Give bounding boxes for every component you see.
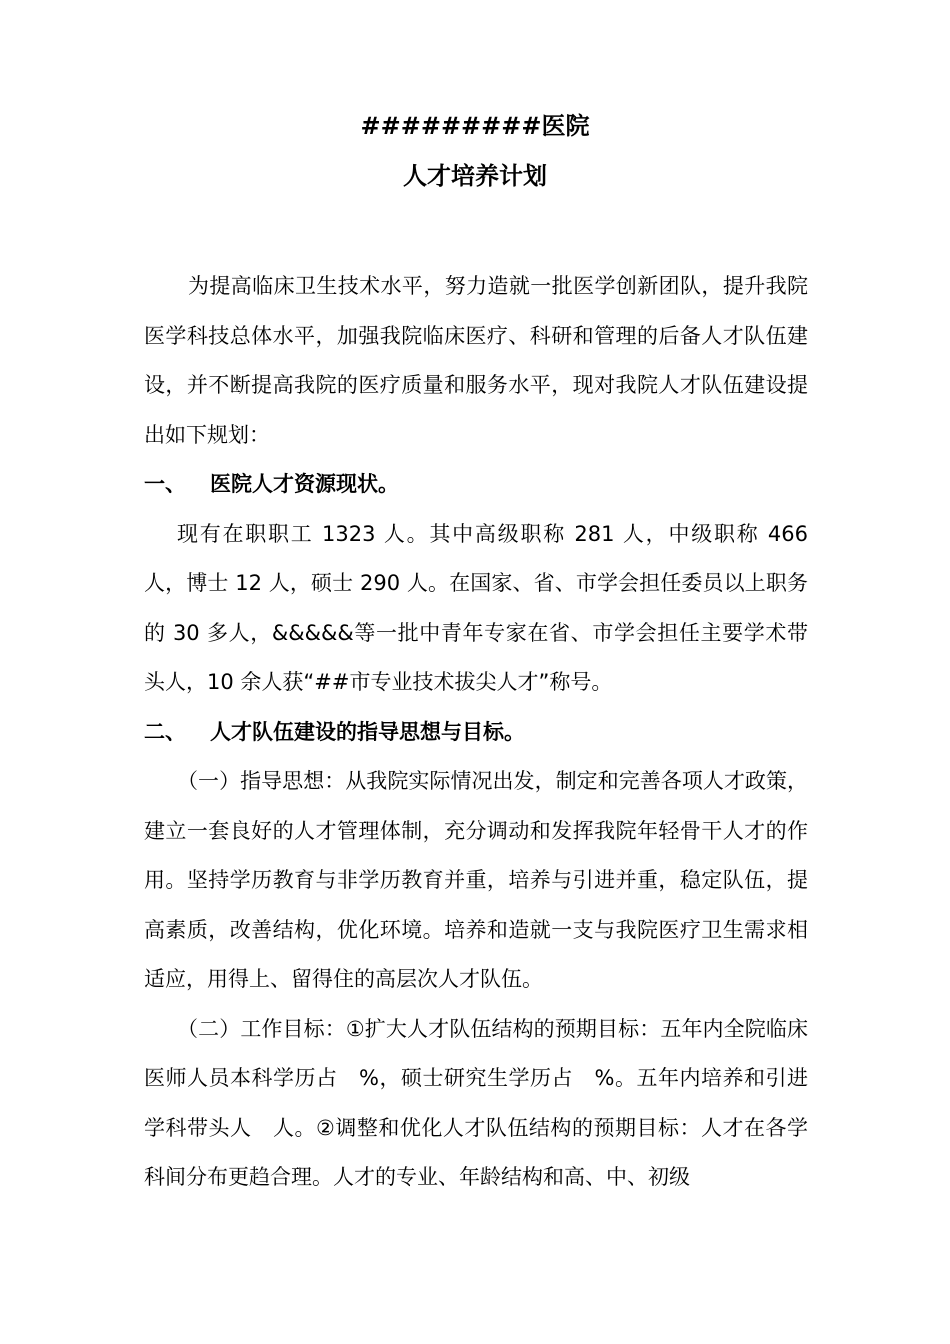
hospital-name: #########医院 [360, 112, 590, 140]
work-goals-paragraph: （二）工作目标：①扩大人才队伍结构的预期目标：五年内全院临床医师人员本科学历占 %，硕士研究生学历占 %。五年内培养和引进学科带头人 人。②调整和优化人才队伍结构的预期目标：人才在各学科间分布更趋合理。人才的专业、年龄结构和高、中、初级 [144, 1016, 808, 1189]
staff-status-paragraph: 现有在职职工 1323 人。其中高级职称 281 人，中级职称 466 人，博士 12 人，硕士 290 人。在国家、省、市学会担任委员以上职务的 30 多人，&&&&&等一批中青年专家在省、市学会担任主要学术带头人，10 余人获“##市专业技术拔尖人才”称号。 [144, 521, 808, 694]
section-number: 一、 [144, 472, 186, 496]
section-heading-2 [144, 708, 808, 758]
document-title: 人才培养计划 [403, 162, 547, 190]
section-heading-1 [144, 460, 808, 510]
section-title: 医院人才资源现状。 [210, 472, 399, 496]
document-body [144, 262, 808, 1203]
section-number: 二、 [144, 719, 186, 744]
guiding-thought-paragraph: （一）指导思想：从我院实际情况出发，制定和完善各项人才政策，建立一套良好的人才管理体制，充分调动和发挥我院年轻骨干人才的作用。坚持学历教育与非学历教育并重，培养与引进并重，稳定队伍，提高素质，改善结构，优化环境。培养和造就一支与我院医疗卫生需求相适应，用得上、留得住的高层次人才队伍。 [144, 769, 808, 991]
intro-paragraph: 为提高临床卫生技术水平，努力造就一批医学创新团队，提升我院医学科技总体水平，加强我院临床医疗、科研和管理的后备人才队伍建设，并不断提高我院的医疗质量和服务水平，现对我院人才队伍建设提出如下规划： [144, 274, 808, 447]
section-title: 人才队伍建设的指导思想与目标。 [210, 719, 525, 744]
